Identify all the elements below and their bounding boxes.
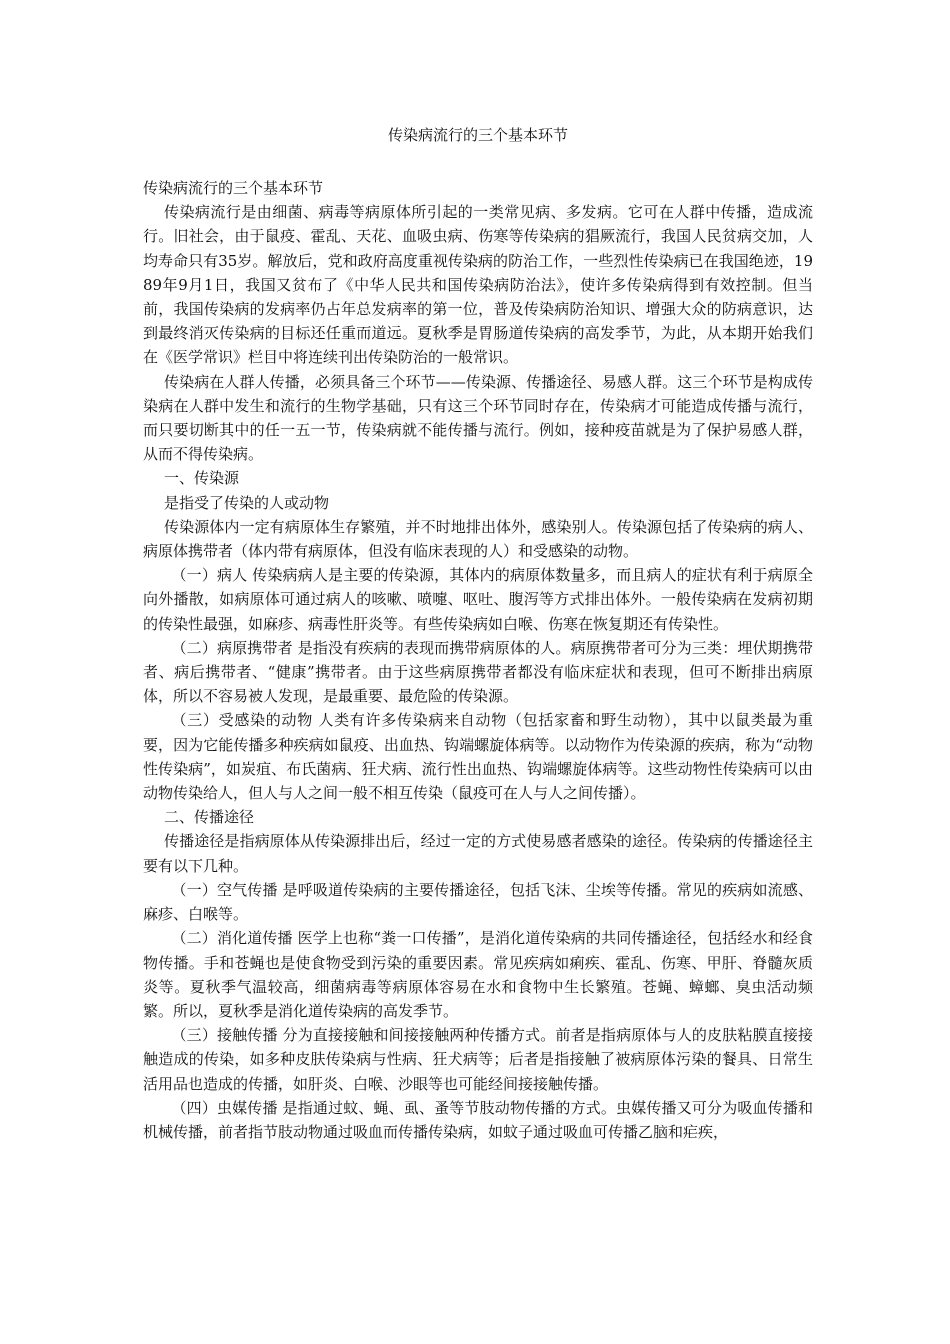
document-body <box>143 176 813 1144</box>
paragraph: 传染源体内一定有病原体生存繁殖，并不时地排出体外，感染别人。传染源包括了传染病的病人、病原体携带者（体内带有病原体，但没有临床表现的人）和受感染的动物。 <box>143 517 813 561</box>
paragraph: （一）空气传播 是呼吸道传染病的主要传播途径，包括飞沫、尘埃等传播。常见的疾病如流感、麻疹、白喉等。 <box>143 880 813 924</box>
document-title: 传染病流行的三个基本环节 <box>387 126 568 144</box>
paragraph: 传染病流行是由细菌、病毒等病原体所引起的一类常见病、多发病。它可在人群中传播，造成流行。旧社会，由于鼠疫、霍乱、天花、血吸虫病、伤寒等传染病的猖厥流行，我国人民贫病交加，人均寿命只有35岁。解放后，党和政府高度重视传染病的防治工作，一些烈性传染病已在我国绝迹，1989年9月1日，我国又贫布了《中华人民共和国传染病防治法》，使许多传染病得到有效控制。但当前，我国传染病的发病率仍占年总发病率的第一位，普及传染病防治知识、增强大众的防病意识，达到最终消灭传染病的目标还任重而道远。夏秋季是胃肠道传染病的高发季节，为此，从本期开始我们在《医学常识》栏目中将连续刊出传染防治的一般常识。 <box>143 203 813 367</box>
paragraph: （二）病原携带者 是指没有疾病的表现而携带病原体的人。病原携带者可分为三类：埋伏期携带者、病后携带者、“健康”携带者。由于这些病原携带者都没有临床症状和表现，但可不断排出病原体，所以不容易被人发现，是最重要、最危险的传染源。 <box>143 638 813 706</box>
paragraph: （三）受感染的动物 人类有许多传染病来自动物（包括家畜和野生动物），其中以鼠类最为重要，因为它能传播多种疾病如鼠疫、出血热、钩端螺旋体病等。以动物作为传染源的疾病，称为“动物性传染病”，如炭疽、布氏菌病、狂犬病、流行性出血热、钩端螺旋体病等。这些动物性传染病可以由动物传染给人，但人与人之间一般不相互传染（鼠疫可在人与人之间传播）。 <box>143 711 813 803</box>
paragraph: （四）虫媒传播 是指通过蚊、蝇、虱、蚤等节肢动物传播的方式。虫媒传播又可分为吸血传播和机械传播，前者指节肢动物通过吸血而传播传染病，如蚊子通过吸血可传播乙脑和疟疾， <box>143 1098 813 1141</box>
section-heading: 二、传播途径 <box>164 808 255 827</box>
paragraph: 传播途径是指病原体从传染源排出后，经过一定的方式使易感者感染的途径。传染病的传播途径主要有以下几种。 <box>143 832 813 875</box>
paragraph: 是指受了传染的人或动物 <box>164 493 330 512</box>
section-heading: 一、传染源 <box>164 469 240 488</box>
paragraph: （二）消化道传播 医学上也称“粪一口传播”，是消化道传染病的共同传播途径，包括经水和经食物传播。手和苍蝇也是使食物受到污染的重要因素。常见疾病如痢疾、霍乱、伤寒、甲肝、脊髓灰质炎等。夏秋季气温较高，细菌病毒等病原体容易在水和食物中生长繁殖。苍蝇、蟑螂、臭虫活动频繁。所以，夏秋季是消化道传染病的高发季节。 <box>143 929 813 1020</box>
paragraph: （三）接触传播 分为直接接触和间接接触两种传播方式。前者是指病原体与人的皮肤粘膜直接接触造成的传染，如多种皮肤传染病与性病、狂犬病等；后者是指接触了被病原体污染的餐具、日常生活用品也造成的传播，如肝炎、白喉、沙眼等也可能经间接接触传播。 <box>143 1026 813 1093</box>
paragraph: 传染病在人群人传播，必须具备三个环节——传染源、传播途径、易感人群。这三个环节是构成传染病在人群中发生和流行的生物学基础，只有这三个环节同时存在，传染病才可能造成传播与流行，而只要切断其中的任一五一节，传染病就不能传播与流行。例如，接种疫苗就是为了保护易感人群，从而不得传染病。 <box>143 372 813 464</box>
paragraph: （一）病人 传染病病人是主要的传染源，其体内的病原体数量多，而且病人的症状有利于病原全向外播散，如病原体可通过病人的咳嗽、喷嚏、呕吐、腹泻等方式排出体外。一般传染病在发病初期的传染性最强，如麻疹、病毒性肝炎等。有些传染病如白喉、伤寒在恢复期还有传染性。 <box>143 566 813 633</box>
section-heading: 传染病流行的三个基本环节 <box>143 179 324 197</box>
document-page <box>143 122 813 1144</box>
